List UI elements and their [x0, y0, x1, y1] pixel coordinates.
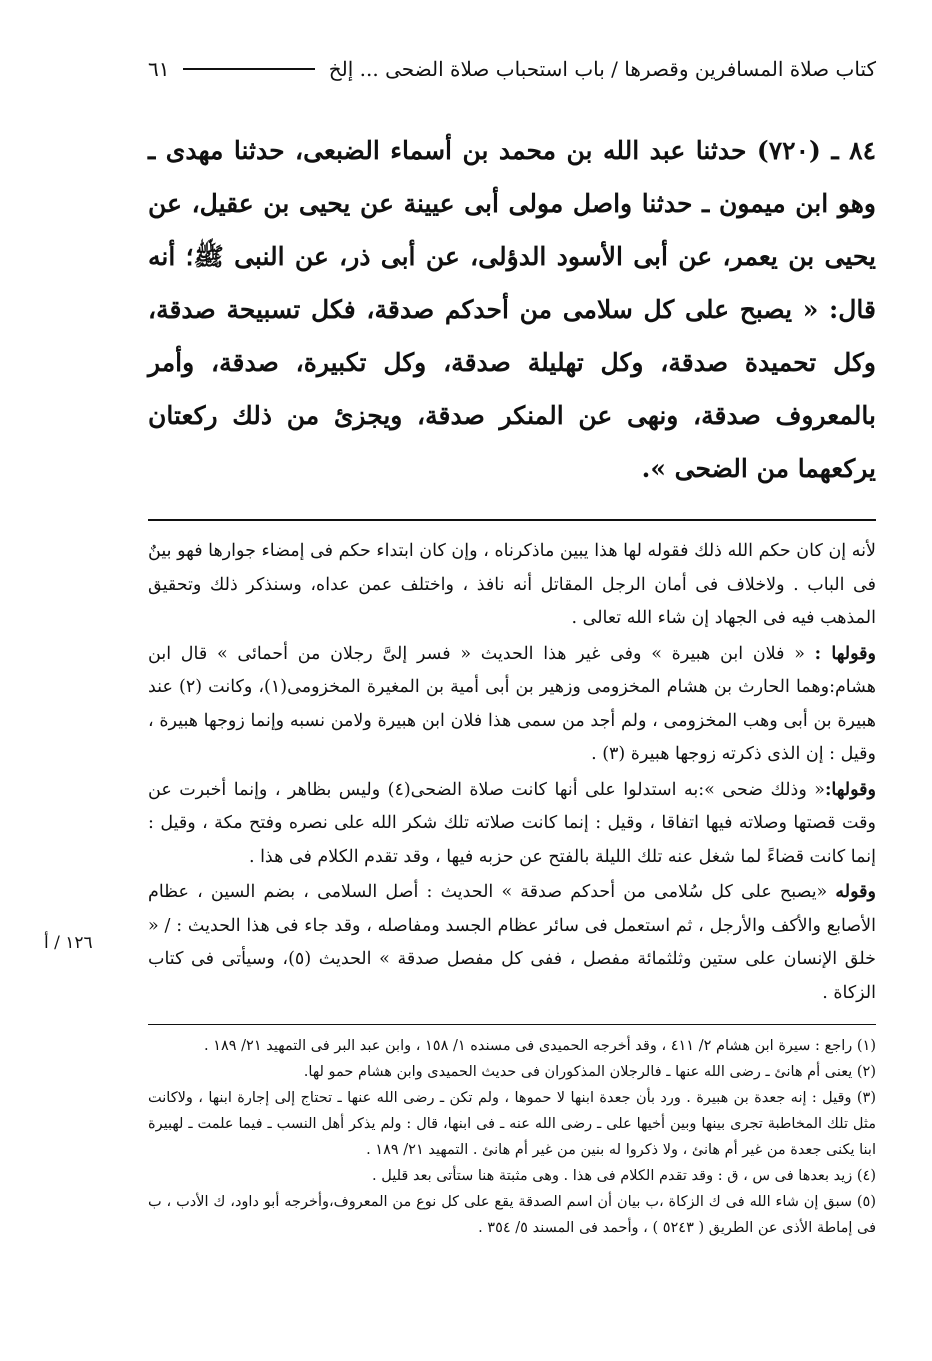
footnote-divider: [148, 1024, 876, 1025]
footnote: (٣) وقيل : إنه جعدة بن هبيرة . ورد بأن جعدة ابنها لا حموها ، ولم تكن ـ رضى الله عنها ـ تحتاج إلى إجارة ابنها ، ولاكانت مثل تلك المخاطبة تجرى بينها وبين أخيها على ـ رضى الله عنه ـ فى ابنها، قال : ولم يذكر أهل النسب ـ فيما علمت ـ لهبيرة ابنا يكنى جعدة من غير أم هانئ ، ولا ذكروا له بنين من غير أم هانئ . التمهيد ٢١/ ١٨٩ .: [148, 1090, 876, 1158]
running-header: [148, 52, 876, 86]
header-title: كتاب صلاة المسافرين وقصرها / باب استحباب صلاة الضحى ... إلخ: [328, 57, 876, 81]
paragraph-lead: وقوله: [835, 882, 876, 902]
hadith-text: ٨٤ ـ (٧٢٠) حدثنا عبد الله بن محمد بن أسماء الضبعى، حدثنا مهدى ـ وهو ابن ميمون ـ حدثنا واصل مولى أبى عيينة عن يحيى بن عقيل، عن يحيى بن يعمر، عن أبى الأسود الدؤلى، عن أبى ذر، عن النبى ﷺ؛ أنه قال: « يصبح على كل سلامى من أحدكم صدقة، فكل تسبيحة صدقة، وكل تحميدة صدقة، وكل تهليلة صدقة، وكل تكبيرة، صدقة، وأمر بالمعروف صدقة، ونهى عن المنكر صدقة، ويجزئ من ذلك ركعتان يركعهما من الضحى ».: [148, 136, 876, 483]
commentary-paragraph: [148, 876, 876, 1010]
header-rule: [183, 68, 314, 70]
footnotes: [148, 1033, 876, 1241]
paragraph-body: «يصبح على كل سُلامى من أحدكم صدقة » الحديث : أصل السلامى ، بضم السين ، عظام الأصابع والأكف والأرجل ، ثم استعمل فى سائر عظام الجسد ومفاصله ، وقد جاء فى هذا الحديث : / « خلق الإنسان على ستين وثلثمائة مفصل ، ففى كل مفصل صدقة » الحديث (٥)، وسيأتى فى كتاب الزكاة .: [148, 882, 877, 1003]
commentary: [148, 535, 876, 1010]
page-number: ٦١: [148, 57, 170, 81]
footnote: (٢) يعنى أم هانئ ـ رضى الله عنها ـ فالرجلان المذكوران فى حديث الحميدى وابن هشام حمو لها.: [303, 1064, 876, 1080]
footnote: (٤) زيد بعدها فى س ، ق : وقد تقدم الكلام فى هذا . وهى مثبتة هنا ستأتى بعد قليل .: [372, 1168, 876, 1184]
footnote: (٥) سبق إن شاء الله فى ك الزكاة ،ب بيان أن اسم الصدقة يقع على كل نوع من المعروف،وأخرجه أبو داود، ك الأدب ، ب فى إماطة الأذى عن الطريق ( ٥٢٤٣ ) ، وأحمد فى المسند ٥/ ٣٥٤ .: [148, 1194, 876, 1236]
paragraph-lead: وقولها :: [814, 643, 876, 664]
paragraph-body: « فلان ابن هبيرة » وفى غير هذا الحديث « فسر إلىَّ رجلان من أحمائى » قال ابن هشام:وهما الحارث بن هشام المخزومى وزهير بن أبى أمية بن المغيرة المخزومى(١)، وكانت (٢) عند هبيرة بن أبى وهب المخزومى ، ولم أجد من سمى هذا فلان ابن هبيرة ولامن نسبه وإنما زوجها هبيرة ، وقيل : إن الذى ذكرته زوجها هبيرة (٣) .: [148, 643, 876, 764]
commentary-paragraph: [148, 774, 876, 875]
paragraph-body: « وذلك ضحى »:به استدلوا على أنها كانت صلاة الضحى(٤) وليس بظاهر ، وإنما أخبرت عن وقت قصتها وصلاته فيها اتفاقا ، وقيل : إنما كانت صلاته تلك شكر الله على نصره وفتح مكة ، وقيل : إنما كانت قضاءً لما شغل عنه تلك الليلة بالفتح عن حزبه فيها ، وقد تقدم الكلام فى هذا .: [148, 779, 876, 867]
section-divider: [148, 519, 876, 521]
margin-folio-note: ١٢٦ / أ: [44, 933, 93, 953]
commentary-paragraph: [148, 638, 876, 772]
paragraph-lead: وقولها:: [824, 779, 877, 800]
page: [148, 52, 876, 1241]
footnote: (١) راجع : سيرة ابن هشام ٢/ ٤١١ ، وقد أخرجه الحميدى فى مسنده ١/ ١٥٨ ، وابن عبد البر فى التمهيد ٢١/ ١٨٩ .: [203, 1038, 876, 1054]
commentary-paragraph: لأنه إن كان حكم الله ذلك فقوله لها هذا يبين ماذكرناه ، وإن كان ابتداء حكم فى إمضاء جوارها فهو بينٌ فى الباب . ولاخلاف فى أمان الرجل المقاتل أنه نافذ ، واختلف عمن عداه، وسنذكر ذلك وتحقيق المذهب فيه فى الجهاد إن شاء الله تعالى .: [148, 541, 876, 628]
